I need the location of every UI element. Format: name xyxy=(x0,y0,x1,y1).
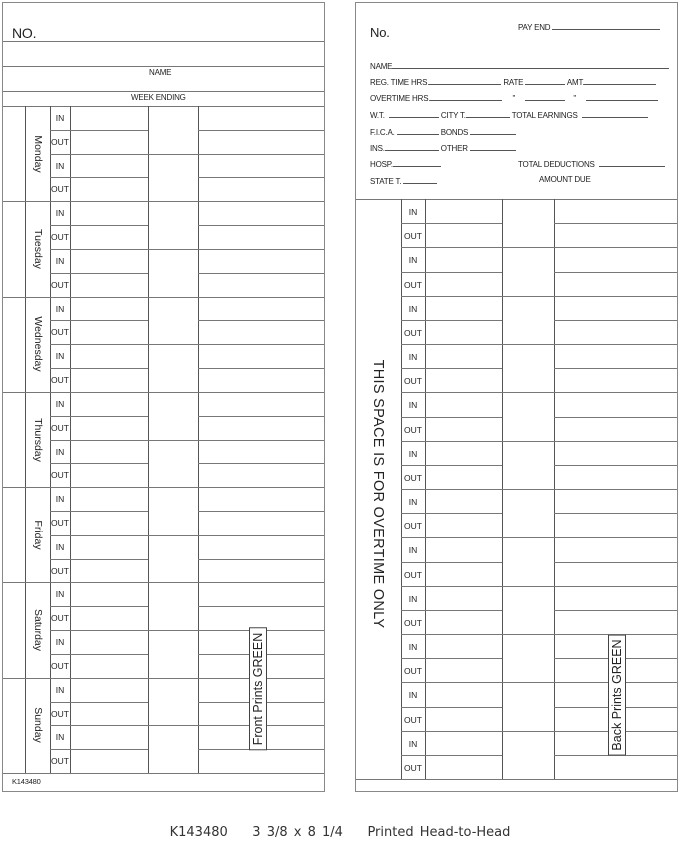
out-label: OUT xyxy=(51,422,69,433)
notes-cell[interactable] xyxy=(198,511,324,535)
time-cell[interactable] xyxy=(425,562,502,586)
ditto-mark: " xyxy=(512,94,516,103)
reg-time-label: REG. TIME HRS. xyxy=(370,78,430,87)
front-form-code: K143480 xyxy=(12,777,41,786)
in-label: IN xyxy=(408,448,418,459)
out-label: OUT xyxy=(404,666,422,677)
out-label: OUT xyxy=(51,660,69,671)
notes-cell[interactable] xyxy=(198,320,324,344)
day-label-thursday: Thursday xyxy=(32,417,44,462)
notes-cell[interactable] xyxy=(198,130,324,154)
front-print-note: Front Prints GREEN xyxy=(249,628,267,751)
out-label: OUT xyxy=(51,375,69,386)
time-cell[interactable] xyxy=(70,225,148,249)
time-cell[interactable] xyxy=(70,606,148,630)
front-name-label: NAME xyxy=(149,68,172,77)
time-cell[interactable] xyxy=(70,416,148,440)
notes-cell[interactable] xyxy=(198,440,324,464)
out-label: OUT xyxy=(51,470,69,481)
notes-cell[interactable] xyxy=(554,272,677,296)
notes-cell[interactable] xyxy=(198,535,324,559)
overtime-label: OVERTIME HRS. xyxy=(370,94,431,103)
notes-cell[interactable] xyxy=(198,582,324,606)
out-label: OUT xyxy=(404,617,422,628)
state-label: STATE T. xyxy=(370,177,402,186)
wt-row[interactable] xyxy=(370,109,648,120)
notes-cell[interactable] xyxy=(554,489,677,513)
day-label-saturday: Saturday xyxy=(32,609,44,652)
notes-cell[interactable] xyxy=(198,225,324,249)
time-cell[interactable] xyxy=(70,511,148,535)
time-cell[interactable] xyxy=(70,702,148,726)
in-label: IN xyxy=(408,255,418,266)
time-cell[interactable] xyxy=(425,537,502,561)
overtime-only-note: THIS SPACE IS FOR OVERTIME ONLY xyxy=(370,359,386,629)
time-cell[interactable] xyxy=(70,487,148,511)
time-cell[interactable] xyxy=(425,296,502,320)
out-label: OUT xyxy=(51,565,69,576)
time-cell[interactable] xyxy=(70,654,148,678)
front-week-ending-label: WEEK ENDING xyxy=(131,93,186,102)
notes-cell[interactable] xyxy=(554,610,677,634)
rate-label: RATE xyxy=(503,78,524,87)
in-label: IN xyxy=(408,690,418,701)
day-label-tuesday: Tuesday xyxy=(32,228,44,269)
out-label: OUT xyxy=(51,613,69,624)
time-cell[interactable] xyxy=(70,463,148,487)
time-cell[interactable] xyxy=(70,130,148,154)
ditto-mark: " xyxy=(573,94,576,103)
out-label: OUT xyxy=(51,279,69,290)
time-cell[interactable] xyxy=(425,199,502,223)
time-cell[interactable] xyxy=(70,582,148,606)
notes-cell[interactable] xyxy=(198,392,324,416)
out-label: OUT xyxy=(51,517,69,528)
out-label: OUT xyxy=(404,762,422,773)
week-ending-line xyxy=(3,91,324,92)
notes-cell[interactable] xyxy=(554,441,677,465)
time-cell[interactable] xyxy=(70,678,148,702)
notes-cell[interactable] xyxy=(554,417,677,441)
in-label: IN xyxy=(408,352,418,362)
name-line xyxy=(3,66,324,67)
in-label: IN xyxy=(408,303,418,314)
in-label: IN xyxy=(55,351,65,362)
reg-time-row[interactable] xyxy=(370,76,656,87)
notes-cell[interactable] xyxy=(554,755,677,779)
notes-cell[interactable] xyxy=(198,201,324,225)
time-cell[interactable] xyxy=(425,755,502,779)
caption-size: 3 3/8 x 8 1/4 xyxy=(252,825,343,840)
notes-cell[interactable] xyxy=(198,154,324,178)
amt-label: AMT. xyxy=(566,78,585,87)
day-label-friday: Friday xyxy=(32,520,44,550)
notes-cell[interactable] xyxy=(554,562,677,586)
time-cell[interactable] xyxy=(425,707,502,731)
total-deductions-field[interactable] xyxy=(518,158,665,169)
in-label: IN xyxy=(55,494,65,505)
day-label-monday: Monday xyxy=(32,134,44,173)
time-cell[interactable] xyxy=(425,272,502,296)
notes-cell[interactable] xyxy=(554,368,677,392)
time-cell[interactable] xyxy=(425,682,502,706)
day-label-wednesday: Wednesday xyxy=(32,316,44,372)
back-print-note: Back Prints GREEN xyxy=(608,634,626,755)
out-label: OUT xyxy=(404,279,422,290)
time-cell[interactable] xyxy=(425,368,502,392)
notes-cell[interactable] xyxy=(198,416,324,440)
in-label: IN xyxy=(408,738,418,749)
in-label: IN xyxy=(55,589,65,600)
time-cell[interactable] xyxy=(425,320,502,344)
notes-cell[interactable] xyxy=(554,320,677,344)
time-cell[interactable] xyxy=(70,344,148,368)
fica-label: F.I.C.A. xyxy=(370,128,395,137)
time-cell[interactable] xyxy=(425,465,502,489)
notes-cell[interactable] xyxy=(198,249,324,273)
time-cell[interactable] xyxy=(425,731,502,755)
column-divider xyxy=(25,106,26,773)
notes-cell[interactable] xyxy=(198,368,324,392)
in-label: IN xyxy=(408,642,418,652)
other-label: OTHER xyxy=(440,144,468,153)
time-cell[interactable] xyxy=(70,749,148,773)
out-label: OUT xyxy=(404,714,422,725)
divider xyxy=(3,41,324,42)
notes-cell[interactable] xyxy=(198,297,324,321)
notes-cell[interactable] xyxy=(554,392,677,416)
in-label: IN xyxy=(55,684,65,695)
in-label: IN xyxy=(55,160,65,171)
name-field[interactable] xyxy=(370,60,669,71)
time-cell[interactable] xyxy=(425,634,502,658)
notes-cell[interactable] xyxy=(554,586,677,610)
notes-cell[interactable] xyxy=(198,463,324,487)
time-cell[interactable] xyxy=(70,273,148,297)
in-label: IN xyxy=(408,400,418,411)
out-label: OUT xyxy=(404,424,422,435)
in-label: IN xyxy=(55,113,65,123)
time-cell[interactable] xyxy=(70,249,148,273)
in-label: IN xyxy=(408,593,418,604)
amount-due-label: AMOUNT DUE xyxy=(539,175,591,184)
wt-label: W.T. xyxy=(370,111,385,120)
out-label: OUT xyxy=(404,231,422,242)
notes-cell[interactable] xyxy=(198,177,324,201)
out-label: OUT xyxy=(404,521,422,532)
notes-cell[interactable] xyxy=(198,273,324,297)
caption-code: K143480 xyxy=(169,825,228,840)
overtime-row[interactable] xyxy=(370,92,658,103)
out-label: OUT xyxy=(51,136,69,147)
notes-cell[interactable] xyxy=(554,465,677,489)
in-label: IN xyxy=(55,446,65,457)
notes-cell[interactable] xyxy=(198,344,324,368)
time-cell[interactable] xyxy=(70,368,148,392)
out-label: OUT xyxy=(51,184,69,195)
out-label: OUT xyxy=(51,708,69,719)
city-label: CITY T. xyxy=(440,111,466,120)
back-no-label: No. xyxy=(370,25,390,40)
time-cell[interactable] xyxy=(70,106,148,130)
time-cell[interactable] xyxy=(70,559,148,583)
time-cell[interactable] xyxy=(425,658,502,682)
notes-cell[interactable] xyxy=(198,559,324,583)
time-cell[interactable] xyxy=(425,610,502,634)
in-label: IN xyxy=(55,303,65,314)
time-cell[interactable] xyxy=(70,177,148,201)
time-cell[interactable] xyxy=(70,392,148,416)
in-label: IN xyxy=(55,398,65,409)
hosp-label: HOSP. xyxy=(370,160,393,169)
out-label: OUT xyxy=(51,756,69,767)
in-label: IN xyxy=(55,208,65,219)
pay-end-label: PAY END xyxy=(518,23,551,32)
fica-row[interactable] xyxy=(370,126,516,137)
time-cell[interactable] xyxy=(70,201,148,225)
notes-cell[interactable] xyxy=(554,537,677,561)
caption xyxy=(0,825,680,840)
notes-cell[interactable] xyxy=(554,223,677,247)
row-divider xyxy=(356,779,677,780)
in-label: IN xyxy=(408,545,418,556)
day-label-sunday: Sunday xyxy=(32,707,44,744)
in-label: IN xyxy=(408,497,418,507)
state-field[interactable] xyxy=(370,175,437,186)
time-cell[interactable] xyxy=(70,154,148,178)
time-cell[interactable] xyxy=(425,417,502,441)
in-label: IN xyxy=(55,732,65,743)
time-cell[interactable] xyxy=(425,489,502,513)
time-cell[interactable] xyxy=(425,344,502,368)
ins-row[interactable] xyxy=(370,142,516,153)
total-deductions-label: TOTAL DEDUCTIONS xyxy=(518,160,595,169)
notes-cell[interactable] xyxy=(198,749,324,773)
hosp-field[interactable] xyxy=(370,158,441,169)
pay-end-field[interactable] xyxy=(518,21,660,32)
out-label: OUT xyxy=(404,569,422,580)
notes-cell[interactable] xyxy=(198,606,324,630)
notes-cell[interactable] xyxy=(554,513,677,537)
out-label: OUT xyxy=(404,472,422,483)
notes-cell[interactable] xyxy=(198,487,324,511)
time-cell[interactable] xyxy=(70,320,148,344)
bonds-label: BONDS xyxy=(440,128,469,137)
day-divider xyxy=(3,773,324,774)
time-cell[interactable] xyxy=(70,630,148,654)
time-cell[interactable] xyxy=(425,247,502,271)
time-cell[interactable] xyxy=(425,586,502,610)
caption-note: Printed Head-to-Head xyxy=(367,825,511,840)
time-cell[interactable] xyxy=(70,297,148,321)
time-cell[interactable] xyxy=(425,392,502,416)
notes-cell[interactable] xyxy=(198,106,324,130)
time-cell[interactable] xyxy=(425,441,502,465)
time-cell[interactable] xyxy=(70,725,148,749)
out-label: OUT xyxy=(404,376,422,387)
in-label: IN xyxy=(408,207,418,217)
ins-label: INS. xyxy=(370,144,385,153)
front-no-label: NO. xyxy=(12,25,37,41)
time-cell[interactable] xyxy=(70,440,148,464)
out-label: OUT xyxy=(404,327,422,338)
notes-cell[interactable] xyxy=(554,344,677,368)
notes-cell[interactable] xyxy=(554,296,677,320)
in-label: IN xyxy=(55,541,65,552)
out-label: OUT xyxy=(51,327,69,338)
notes-cell[interactable] xyxy=(554,247,677,271)
time-cell[interactable] xyxy=(70,535,148,559)
notes-cell[interactable] xyxy=(554,199,677,223)
time-cell[interactable] xyxy=(425,513,502,537)
time-cell[interactable] xyxy=(425,223,502,247)
in-label: IN xyxy=(55,637,65,648)
total-earnings-label: TOTAL EARNINGS xyxy=(511,111,578,120)
out-label: OUT xyxy=(51,232,69,243)
in-label: IN xyxy=(55,255,65,266)
name-label: NAME xyxy=(370,62,393,71)
